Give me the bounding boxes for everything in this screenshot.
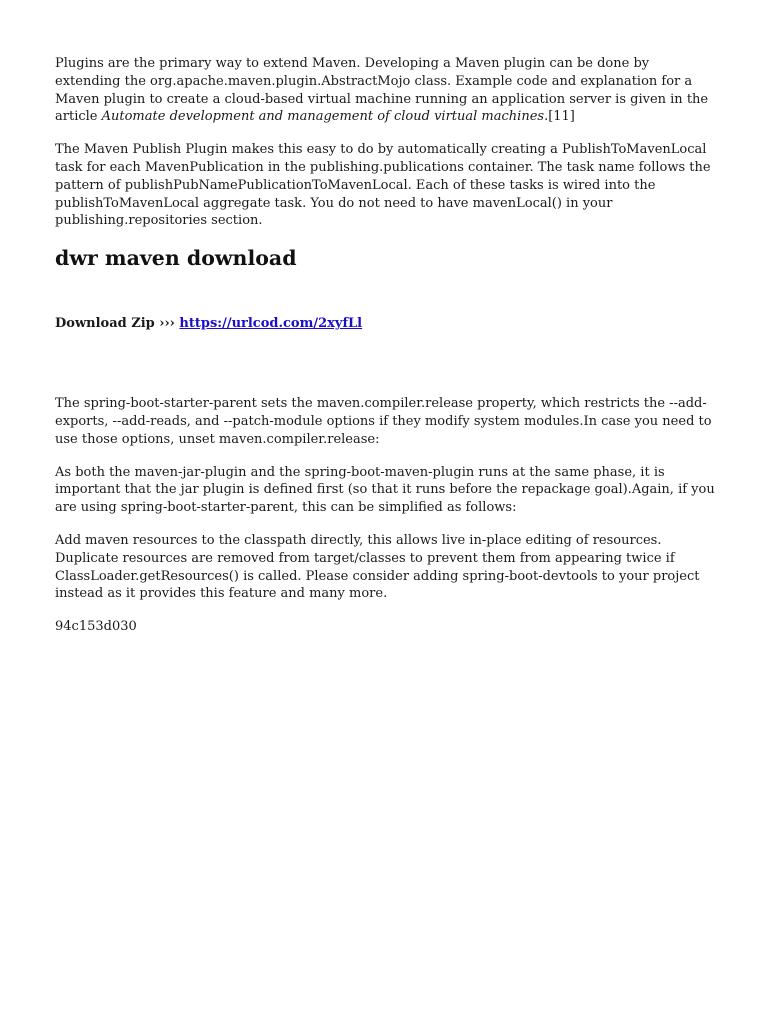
body-section: [55, 395, 715, 636]
article-title: Automate development and management of cloud virtual machines: [101, 109, 545, 125]
intro-paragraph-plugins-text: Plugins are the primary way to extend Maven. Developing a Maven plugin can be done by extending the org.apache.maven.plugin.AbstractMojo class. Example code and explanation for a Maven plugin to create a cloud-based virtual machine running an application server is given in the article: [55, 56, 709, 125]
download-label: Download Zip ›››: [55, 316, 180, 332]
download-link[interactable]: https://urlcod.com/2xyfLl: [179, 316, 363, 332]
intro-paragraph-publish: The Maven Publish Plugin makes this easy to do by automatically creating a PublishToMavenLocal task for each MavenPublication in the publishing.publications container. The task name follows the pattern of publishPubNamePublicationToMavenLocal. Each of these tasks is wired into the publishToMavenLocal aggregate task. You do not need to have mavenLocal() in your publishing.repositories section.: [55, 142, 711, 229]
document-page: [55, 55, 715, 651]
hash-text: 94c153d030: [55, 619, 137, 635]
paragraph-starter-parent: The spring-boot-starter-parent sets the maven.compiler.release property, which restricts the --add-exports, --add-reads, and --patch-module options if they modify system modules.In case you need to use those options, unset maven.compiler.release:: [55, 396, 712, 447]
download-line: [55, 315, 715, 333]
intro-paragraph-plugins: [55, 55, 715, 126]
paragraph-resources: Add maven resources to the classpath directly, this allows live in-place editing of resources. Duplicate resources are removed from target/classes to prevent them from appearing twice if ClassLoader.getResources() is called. Please consider adding spring-boot-devtools to your project instead as it provides this feature and many more.: [55, 532, 700, 602]
paragraph-jar-plugin: As both the maven-jar-plugin and the spring-boot-maven-plugin runs at the same phase, it is important that the jar plugin is defined first (so that it runs before the repackage goal).Again, if you are using spring-boot-starter-parent, this can be simplified as follows:: [55, 464, 715, 516]
page-title: dwr maven download: [55, 246, 297, 271]
citation-ref: .[11]: [544, 109, 575, 125]
